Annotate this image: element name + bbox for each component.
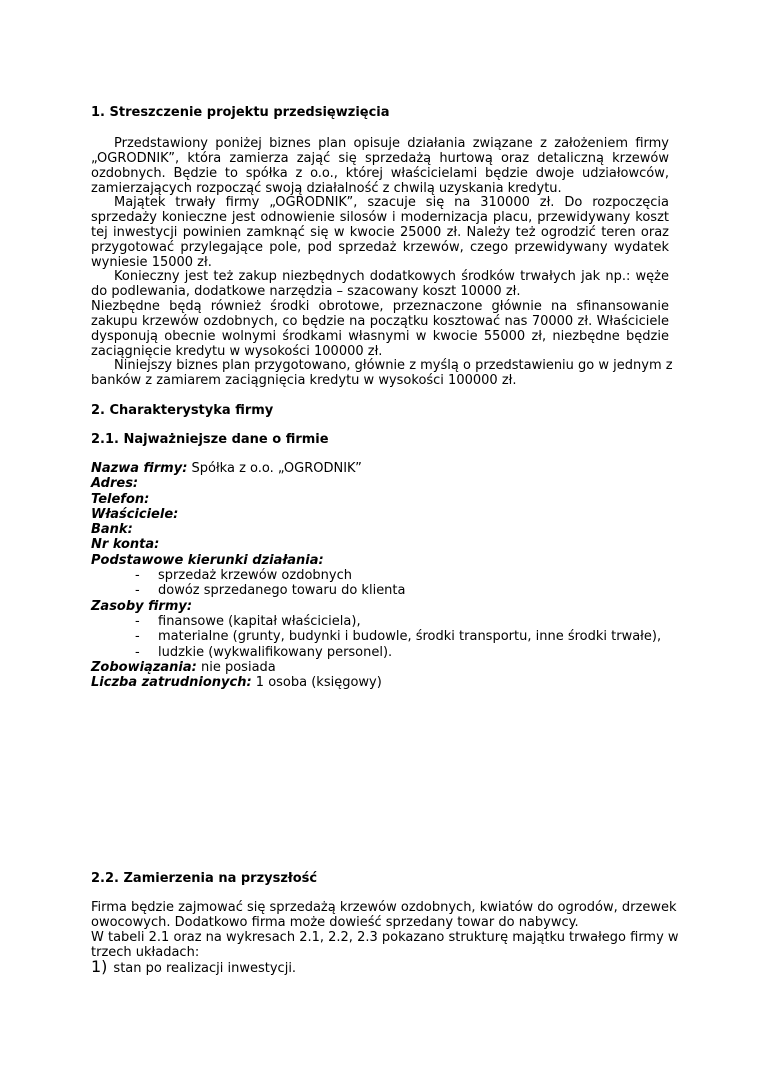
section-1-heading: 1. Streszczenie projektu przedsięwzięcia <box>91 105 390 120</box>
list-number: 1) <box>91 957 108 976</box>
summary-paragraph-2: Majątek trwały firmy „OGRODNIK”, szacuje się na 310000 zł. Do rozpoczęcia sprzedaży konieczne jest odnowienie silosów i modernizacja placu, przewidywany koszt tej inwestycji powinien zamknąć się w kwocie 25000 zł. Należy też ogrodzić teren oraz przygotować przylegające pole, pod sprzedaż krzewów, czego przewidywany wydatek wyniesie 15000 zł. <box>91 195 669 270</box>
phone-row: Telefon: <box>91 491 150 507</box>
resources-row: Zasoby firmy: <box>91 598 193 614</box>
account-number-row: Nr konta: <box>91 537 160 553</box>
section-2-1-heading: 2.1. Najważniejsze dane o firmie <box>91 432 329 447</box>
liabilities-row: Zobowiązania: nie posiada <box>91 659 276 675</box>
activity-list-item: - dowóz sprzedanego towaru do klienta <box>135 583 406 599</box>
resource-list-item: - finansowe (kapitał właściciela), <box>135 613 361 629</box>
employees-row: Liczba zatrudnionych: 1 osoba (księgowy) <box>91 675 382 691</box>
summary-paragraph-4: Niezbędne będą również środki obrotowe, przeznaczone głównie na sfinansowanie zakupu krzewów ozdobnych, co będzie na początku kosztować nas 70000 zł. Właściciele dysponują obecnie wolnymi środkami własnymi w kwocie 55000 zł, niezbędne będzie zaciągnięcie kredytu w wysokości 100000 zł. <box>91 299 669 359</box>
resource-list-item: - ludzkie (wykwalifikowany personel). <box>135 644 393 660</box>
company-name-row: Nazwa firmy: Spółka z o.o. „OGRODNIK” <box>91 461 362 476</box>
activity-list-item: - sprzedaż krzewów ozdobnych <box>135 568 352 584</box>
summary-paragraph-1: Przedstawiony poniżej biznes plan opisuje działania związane z założeniem firmy „OGRODNIK”, która zamierza zająć się sprzedażą hurtową oraz detaliczną krzewów ozdobnych. Będzie to spółka z o.o., której właścicielami będzie dwoje udziałowców, zamierzających rozpocząć swoją działalność z chwilą uzyskania kredytu. <box>91 136 669 196</box>
list-item-text: stan po realizacji inwestycji. <box>113 961 297 976</box>
plans-paragraph-1: Firma będzie zajmować się sprzedażą krzewów ozdobnych, kwiatów do ogrodów, drzewek owocowych. Dodatkowo firma może dowieść sprzedany towar do nabywcy. <box>91 900 677 930</box>
activities-row: Podstawowe kierunki działania: <box>91 552 324 568</box>
summary-paragraph-5: Niniejszy biznes plan przygotowano, głównie z myślą o przedstawieniu go w jednym z banków z zamiarem zaciągnięcia kredytu w wysokości 100000 zł. <box>91 358 673 388</box>
bank-row: Bank: <box>91 522 133 538</box>
plans-paragraph-2: W tabeli 2.1 oraz na wykresach 2.1, 2.2, 2.3 pokazano strukturę majątku trwałego firmy w trzech układach: <box>91 930 679 960</box>
resource-list-item: - materialne (grunty, budynki i budowle, środki transportu, inne środki trwałe), <box>135 629 662 645</box>
company-data-list <box>91 461 669 690</box>
section-2-2-heading: 2.2. Zamierzenia na przyszłość <box>91 871 318 886</box>
numbered-list-item <box>91 958 296 978</box>
owners-row: Właściciele: <box>91 506 179 522</box>
summary-paragraph-3: Konieczny jest też zakup niezbędnych dodatkowych środków trwałych jak np.: węże do podlewania, dodatkowe narzędzia – szacowany koszt 10000 zł. <box>91 269 669 299</box>
address-row: Adres: <box>91 476 139 492</box>
section-2-heading: 2. Charakterystyka firmy <box>91 403 274 418</box>
